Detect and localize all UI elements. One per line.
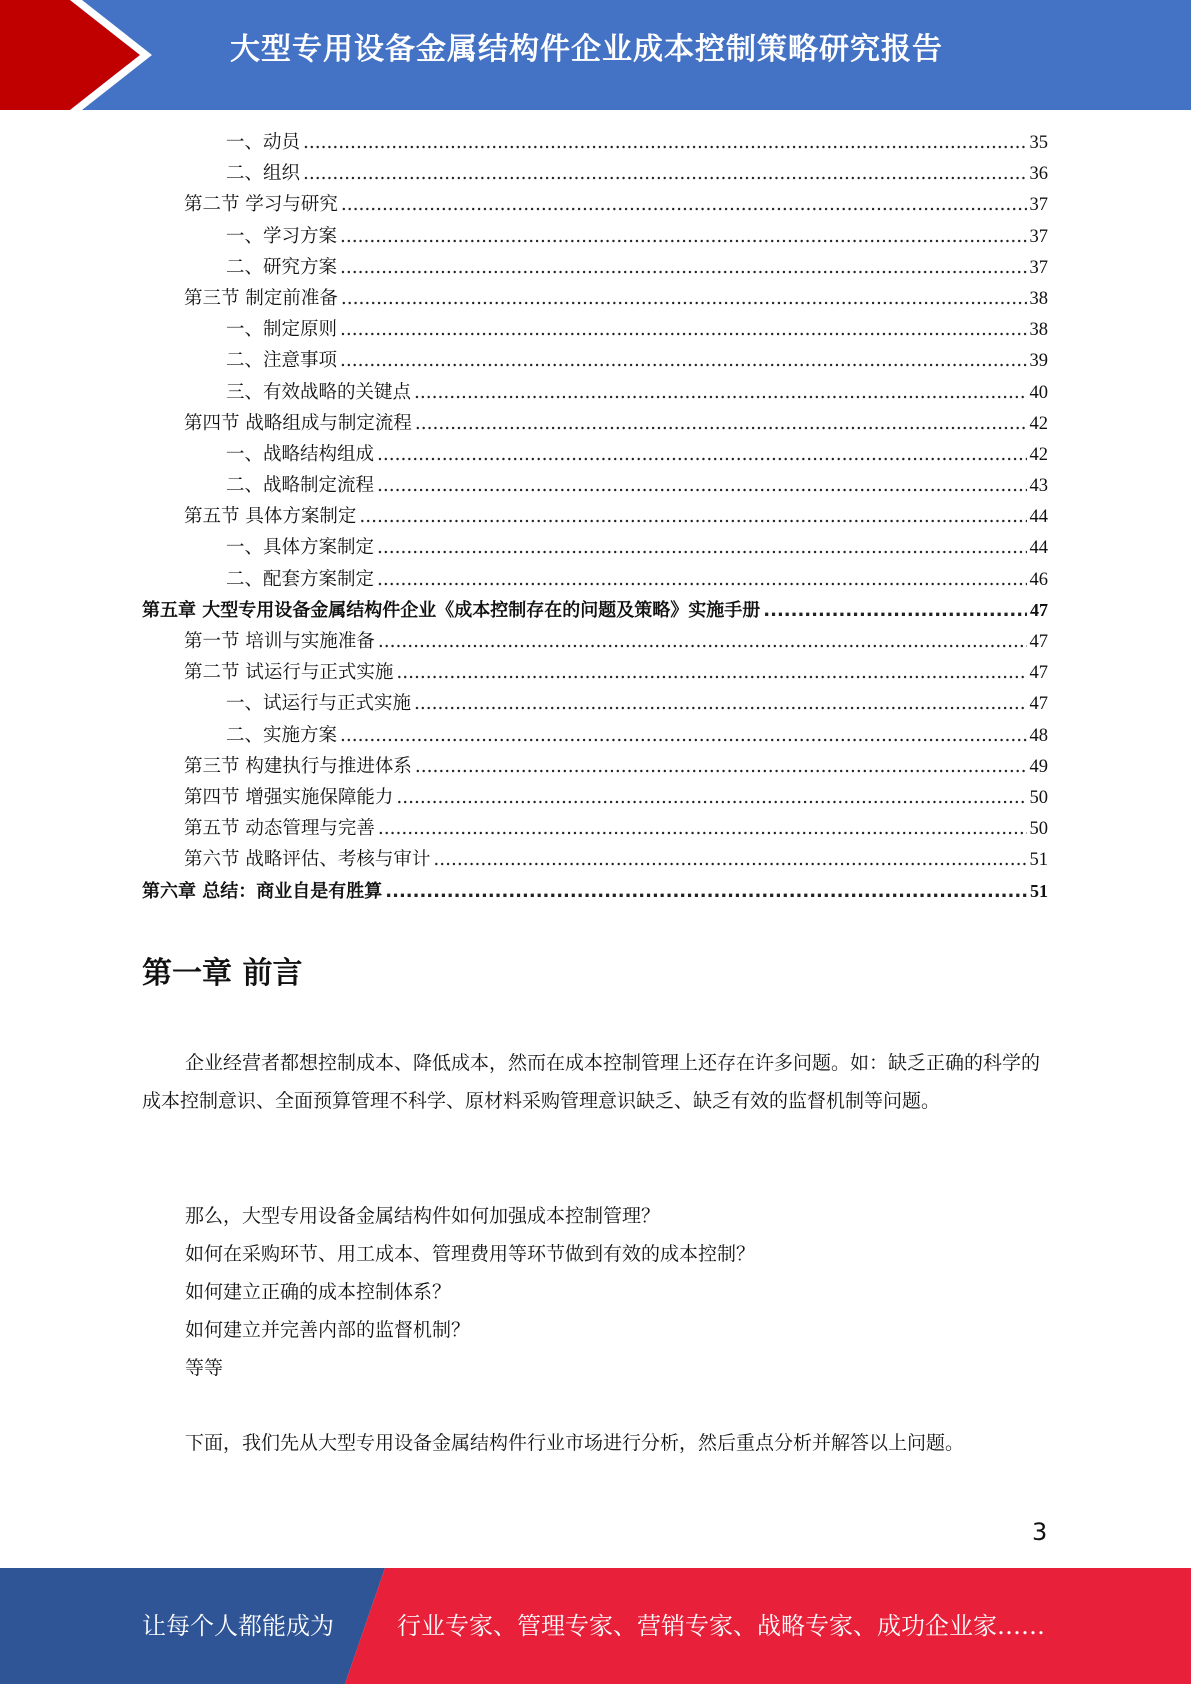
toc-entry[interactable]	[142, 471, 1048, 502]
toc-entry[interactable]	[142, 814, 1048, 845]
toc-dot-leader	[433, 849, 1026, 870]
footer-slogan-left: 让每个人都能成为	[142, 1612, 334, 1640]
toc-entry-title: 二、实施方案	[226, 724, 338, 746]
toc-entry-title: 第四节 战略组成与制定流程	[184, 412, 412, 434]
toc-entry[interactable]	[142, 783, 1048, 814]
toc-entry-title: 一、具体方案制定	[226, 537, 375, 559]
toc-entry-title: 二、研究方案	[226, 256, 338, 278]
toc-entry-page: 37	[1029, 195, 1048, 216]
toc-entry-page: 39	[1029, 351, 1048, 372]
toc-entry-title: 第四节 增强实施保障能力	[184, 786, 394, 808]
toc-entry-title: 第二节 试运行与正式实施	[184, 662, 394, 684]
toc-entry-page: 51	[1029, 850, 1048, 871]
report-title: 大型专用设备金属结构件企业成本控制策略研究报告	[230, 32, 943, 67]
toc-dot-leader	[340, 725, 1026, 746]
toc-entry[interactable]	[142, 502, 1048, 533]
toc-entry-page: 51	[1030, 880, 1048, 901]
toc-dot-leader	[341, 288, 1027, 309]
toc-entry[interactable]	[142, 378, 1048, 409]
toc-dot-leader	[340, 226, 1026, 247]
toc-entry-page: 44	[1029, 507, 1048, 528]
toc-dot-leader	[377, 475, 1026, 496]
toc-entry[interactable]	[142, 253, 1048, 284]
toc-entry[interactable]	[142, 190, 1048, 221]
toc-dot-leader	[396, 662, 1026, 683]
toc-entry-title: 第六节 战略评估、考核与审计	[184, 849, 431, 871]
toc-entry[interactable]	[142, 845, 1048, 876]
toc-entry[interactable]	[142, 159, 1048, 190]
toc-entry-title: 二、组织	[226, 163, 301, 185]
toc-entry[interactable]	[142, 877, 1048, 908]
toc-entry-page: 42	[1029, 444, 1048, 465]
toc-dot-leader	[341, 194, 1027, 215]
toc-dot-leader	[415, 756, 1027, 777]
toc-entry-title: 第六章 总结：商业自是有胜算	[142, 880, 383, 902]
toc-entry-title: 第五节 动态管理与完善	[184, 818, 375, 840]
toc-dot-leader	[378, 631, 1027, 652]
toc-dot-leader	[303, 163, 1026, 184]
toc-dot-leader	[415, 413, 1027, 434]
toc-entry-page: 50	[1029, 787, 1048, 808]
toc-entry-page: 49	[1029, 756, 1048, 777]
toc-entry[interactable]	[142, 315, 1048, 346]
toc-entry-page: 48	[1029, 725, 1048, 746]
toc-entry-page: 47	[1029, 694, 1048, 715]
page-header	[0, 0, 1191, 110]
question-item: 那么，大型专用设备金属结构件如何加强成本控制管理？	[185, 1205, 661, 1227]
question-item: 如何在采购环节、用工成本、管理费用等环节做到有效的成本控制？	[185, 1243, 756, 1265]
toc-dot-leader	[340, 257, 1026, 278]
toc-entry[interactable]	[142, 752, 1048, 783]
toc-entry-page: 43	[1029, 476, 1048, 497]
toc-dot-leader	[377, 537, 1026, 558]
toc-entry-page: 47	[1029, 663, 1048, 684]
toc-entry-page: 38	[1029, 320, 1048, 341]
toc-dot-leader	[377, 569, 1026, 590]
toc-entry-title: 第三节 制定前准备	[184, 287, 338, 309]
toc-dot-leader	[385, 881, 1027, 902]
question-list	[185, 1197, 755, 1387]
toc-entry[interactable]	[142, 409, 1048, 440]
toc-dot-leader	[303, 132, 1026, 153]
toc-entry-title: 第五章 大型专用设备金属结构件企业《成本控制存在的问题及策略》实施手册	[142, 599, 761, 621]
toc-dot-leader	[359, 506, 1026, 527]
toc-entry[interactable]	[142, 627, 1048, 658]
toc-entry-title: 第五节 具体方案制定	[184, 506, 357, 528]
toc-entry-page: 37	[1029, 257, 1048, 278]
toc-entry-title: 第一节 培训与实施准备	[184, 631, 375, 652]
toc-entry-title: 三、有效战略的关键点	[226, 381, 412, 403]
toc-entry[interactable]	[142, 128, 1048, 159]
toc-entry-page: 40	[1029, 382, 1048, 403]
toc-entry-title: 一、学习方案	[226, 225, 338, 247]
toc-entry-page: 50	[1029, 819, 1048, 840]
toc-dot-leader	[340, 350, 1026, 371]
toc-entry-page: 46	[1029, 569, 1048, 590]
toc-entry[interactable]	[142, 721, 1048, 752]
question-item: 等等	[185, 1357, 224, 1379]
toc-entry-page: 47	[1029, 632, 1048, 652]
toc-entry-title: 第三节 构建执行与推进体系	[184, 755, 412, 777]
toc-entry-title: 第二节 学习与研究	[184, 194, 338, 216]
toc-entry-page: 36	[1029, 164, 1048, 185]
question-item: 如何建立正确的成本控制体系？	[185, 1281, 452, 1303]
toc-dot-leader	[340, 319, 1026, 340]
toc-entry[interactable]	[142, 596, 1048, 627]
table-of-contents	[142, 128, 1048, 908]
toc-dot-leader	[414, 693, 1026, 714]
toc-entry-page: 42	[1029, 413, 1048, 434]
toc-entry-page: 44	[1029, 538, 1048, 559]
toc-entry-page: 37	[1029, 226, 1048, 247]
toc-dot-leader	[378, 818, 1027, 839]
toc-entry-title: 一、战略结构组成	[226, 443, 375, 465]
page-footer	[0, 1568, 1191, 1684]
toc-entry-title: 一、动员	[226, 132, 301, 153]
toc-entry-page: 38	[1029, 288, 1048, 309]
toc-entry-title: 一、制定原则	[226, 319, 338, 341]
toc-entry-title: 二、配套方案制定	[226, 568, 375, 590]
footer-slogan-right: 行业专家、管理专家、营销专家、战略专家、成功企业家……	[397, 1612, 1045, 1640]
toc-entry[interactable]	[142, 658, 1048, 689]
toc-entry-title: 一、试运行与正式实施	[226, 693, 412, 715]
toc-dot-leader	[377, 444, 1026, 465]
toc-entry[interactable]	[142, 689, 1048, 720]
toc-dot-leader	[396, 787, 1026, 808]
intro-paragraph: 企业经营者都想控制成本、降低成本，然而在成本控制管理上还存在许多问题。如：缺乏正确的科学的成本控制意识、全面预算管理不科学、原材料采购管理意识缺乏、缺乏有效的监督机制等问题。	[142, 1052, 1041, 1112]
toc-entry[interactable]	[142, 565, 1048, 596]
toc-entry-title: 二、注意事项	[226, 350, 338, 372]
toc-entry-page: 47	[1030, 599, 1048, 620]
toc-entry[interactable]	[142, 284, 1048, 315]
closing-paragraph: 下面，我们先从大型专用设备金属结构件行业市场进行分析，然后重点分析并解答以上问题。	[185, 1432, 965, 1454]
toc-entry[interactable]	[142, 440, 1048, 471]
question-item: 如何建立并完善内部的监督机制？	[185, 1319, 471, 1341]
toc-entry[interactable]	[142, 533, 1048, 564]
toc-entry[interactable]	[142, 222, 1048, 253]
toc-entry-page: 35	[1029, 133, 1048, 153]
page-number: 3	[1032, 1518, 1048, 1546]
toc-entry-title: 二、战略制定流程	[226, 475, 375, 497]
chapter-title: 第一章 前言	[142, 956, 303, 991]
toc-dot-leader	[414, 382, 1026, 403]
toc-entry[interactable]	[142, 346, 1048, 377]
toc-dot-leader	[763, 600, 1027, 621]
